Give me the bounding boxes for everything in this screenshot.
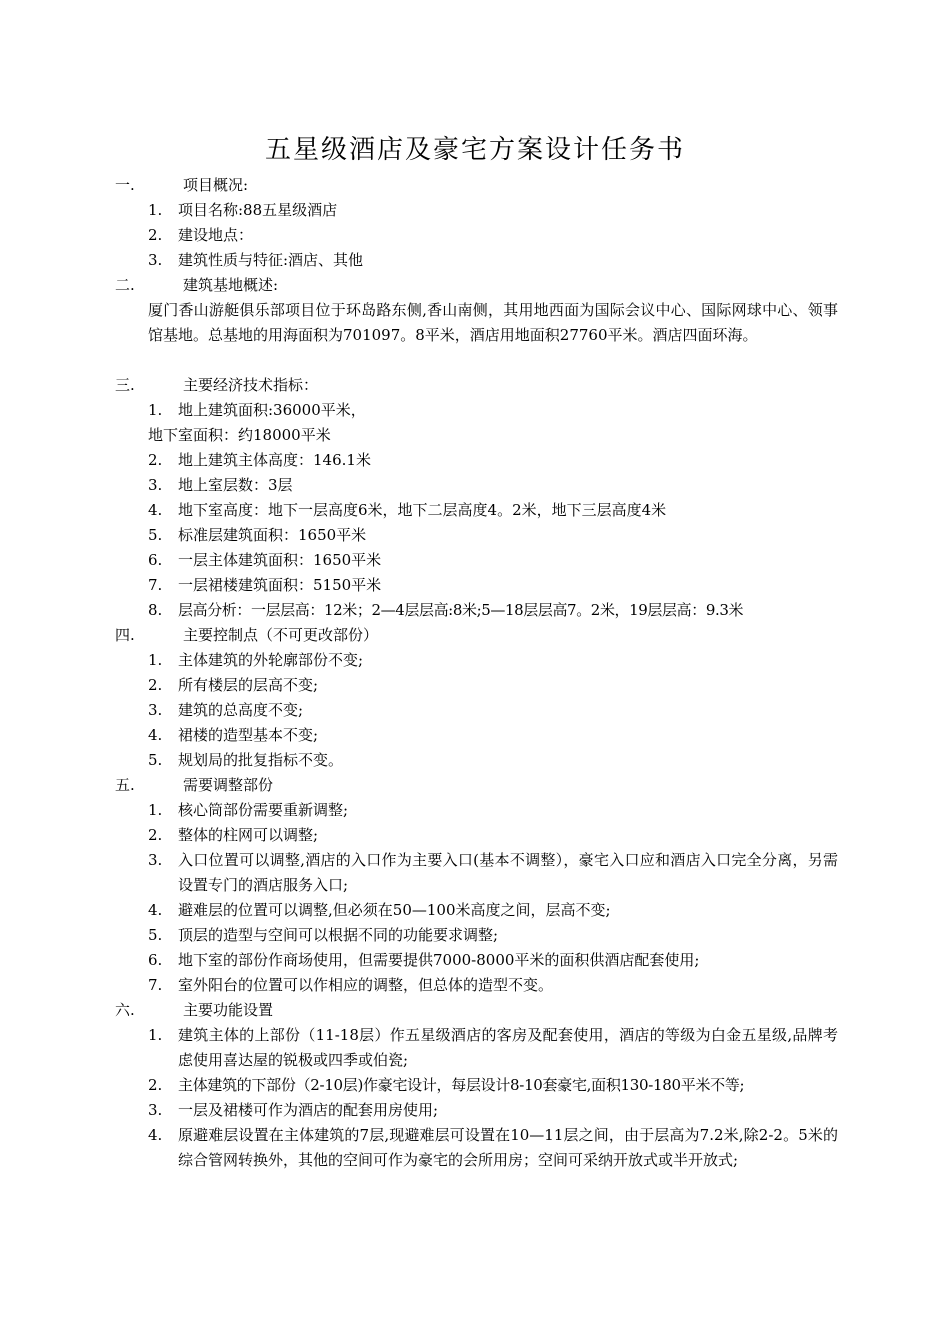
item-text: 裙楼的造型基本不变; <box>178 726 319 744</box>
item-number: 2. <box>148 1076 163 1094</box>
item-text: 原避难层设置在主体建筑的7层,现避难层可设置在10—11层之间，由于层高为7.2米,除2-2。5米的综合管网转换外，其他的空间可作为豪宅的会所用房；空间可采纳开放式或半开放式; <box>178 1126 838 1169</box>
item-text: 核心筒部份需要重新调整; <box>178 801 349 819</box>
item-text: 避难层的位置可以调整,但必须在50—100米高度之间，层高不变; <box>178 901 611 919</box>
item-number: 2. <box>148 826 163 844</box>
section-number: 三. <box>115 376 135 394</box>
item-number: 2. <box>148 676 163 694</box>
section-title: 需要调整部份 <box>183 776 274 794</box>
item-number: 1. <box>148 201 163 219</box>
item-text: 主体建筑的外轮廓部份不变; <box>178 651 364 669</box>
item-number: 4. <box>148 901 163 919</box>
item-text: 层高分析：一层层高：12米；2—4层层高:8米;5—18层层高7。2米，19层层高：9.3米 <box>178 601 744 619</box>
item-number: 5. <box>148 751 163 769</box>
item-number: 5. <box>148 526 163 544</box>
item-number: 8. <box>148 601 163 619</box>
item-text: 主体建筑的下部份（2-10层)作豪宅设计，每层设计8-10套豪宅,面积130-180平米不等; <box>178 1076 745 1094</box>
section-number: 二. <box>115 276 135 294</box>
item-text: 建筑的总高度不变; <box>178 701 304 719</box>
item-number: 2. <box>148 226 163 244</box>
item-number: 3. <box>148 1101 163 1119</box>
item-number: 7. <box>148 976 163 994</box>
item-text: 标准层建筑面积：1650平米 <box>178 526 367 544</box>
item-number: 1. <box>148 401 163 419</box>
item-text: 一层裙楼建筑面积：5150平米 <box>178 576 382 594</box>
item-text: 地上建筑主体高度：146.1米 <box>178 451 371 469</box>
section-title: 项目概况: <box>183 176 249 194</box>
item-text: 地下室的部份作商场使用，但需要提供7000-8000平米的面积供酒店配套使用; <box>178 951 700 969</box>
section-title: 主要控制点（不可更改部份） <box>183 626 379 644</box>
item-text: 入口位置可以调整,酒店的入口作为主要入口(基本不调整），豪宅入口应和酒店入口完全分离，另需设置专门的酒店服务入口; <box>178 851 838 894</box>
item-text: 规划局的批复指标不变。 <box>178 751 344 769</box>
document-title: 五星级酒店及豪宅方案设计任务书 <box>264 135 685 165</box>
item-number: 1. <box>148 651 163 669</box>
item-number: 2. <box>148 451 163 469</box>
section-number: 一. <box>115 176 135 194</box>
item-text: 项目名称:88五星级酒店 <box>178 201 338 219</box>
item-number: 3. <box>148 476 163 494</box>
item-text: 一层主体建筑面积：1650平米 <box>178 551 382 569</box>
item-text: 地上室层数：3层 <box>178 476 293 494</box>
item-text: 一层及裙楼可作为酒店的配套用房使用; <box>178 1101 439 1119</box>
section-number: 五. <box>115 776 135 794</box>
item-number: 4. <box>148 501 163 519</box>
item-text: 建筑主体的上部份（11-18层）作五星级酒店的客房及配套使用，酒店的等级为白金五星级,品牌考虑使用喜达屋的锐极或四季或伯瓷; <box>178 1026 838 1069</box>
item-number: 1. <box>148 801 163 819</box>
section-title: 主要功能设置 <box>183 1001 274 1019</box>
item-text: 所有楼层的层高不变; <box>178 676 319 694</box>
item-text: 顶层的造型与空间可以根据不同的功能要求调整; <box>178 926 499 944</box>
item-text: 地下室高度：地下一层高度6米，地下二层高度4。2米，地下三层高度4米 <box>178 501 667 519</box>
item-text: 建筑性质与特征:酒店、其他 <box>178 251 364 269</box>
item-number: 4. <box>148 726 163 744</box>
item-number: 6. <box>148 951 163 969</box>
item-number: 3. <box>148 851 163 869</box>
section-title: 主要经济技术指标： <box>183 376 319 394</box>
item-number: 5. <box>148 926 163 944</box>
item-number: 3. <box>148 701 163 719</box>
item-number: 7. <box>148 576 163 594</box>
section-title: 建筑基地概述: <box>183 276 279 294</box>
section-number: 四. <box>115 626 135 644</box>
item-number: 4. <box>148 1126 163 1144</box>
item-text: 整体的柱网可以调整; <box>178 826 319 844</box>
section-number: 六. <box>115 1001 135 1019</box>
paragraph-text: 厦门香山游艇俱乐部项目位于环岛路东侧,香山南侧，其用地西面为国际会议中心、国际网球中心、领事馆基地。总基地的用海面积为701097。8平米，酒店用地面积27760平米。酒店四面环海。 <box>148 301 838 344</box>
item-number: 1. <box>148 1026 163 1044</box>
item-text: 地上建筑面积:36000平米， <box>178 401 366 419</box>
item-number: 3. <box>148 251 163 269</box>
item-text: 建设地点： <box>178 226 254 244</box>
item-text: 地下室面积：约18000平米 <box>148 426 331 444</box>
item-text: 室外阳台的位置可以作相应的调整，但总体的造型不变。 <box>178 976 554 994</box>
item-number: 6. <box>148 551 163 569</box>
